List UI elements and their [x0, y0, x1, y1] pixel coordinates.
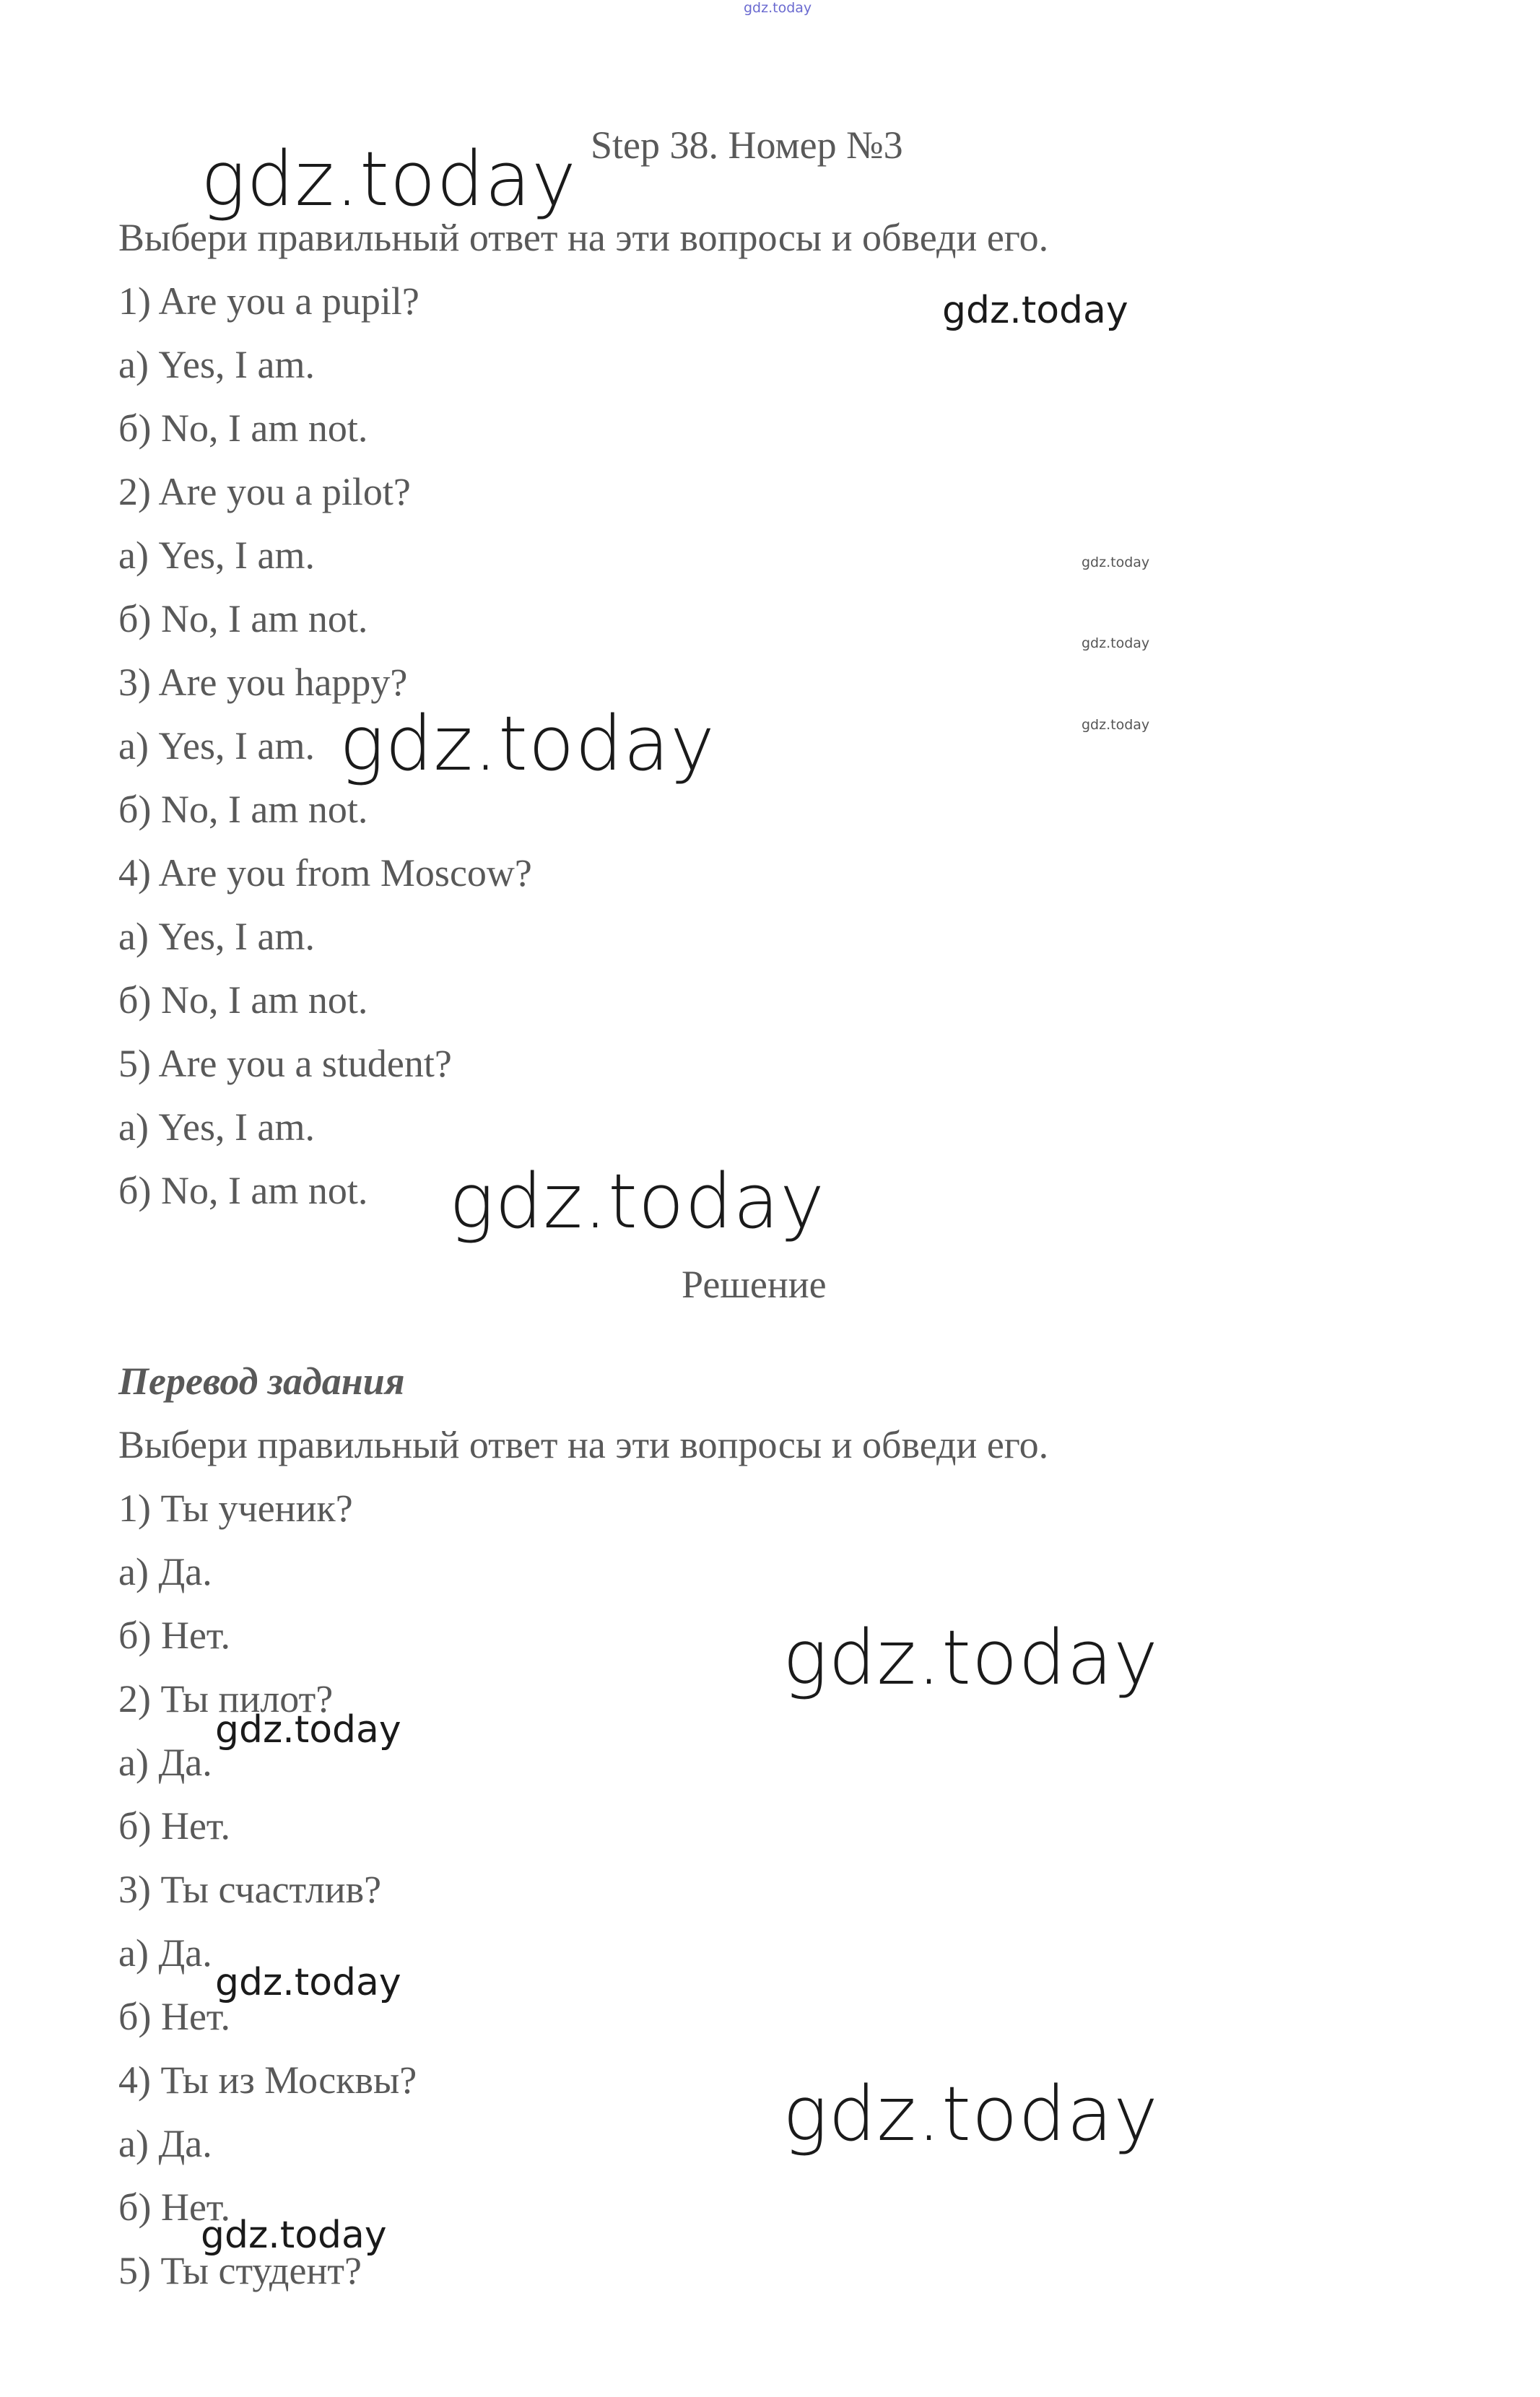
watermark: gdz.today — [783, 2070, 1159, 2158]
watermark: gdz.today — [1082, 554, 1150, 570]
list-item: а) Yes, I am. — [118, 724, 315, 767]
list-item: б) Нет. — [118, 1614, 230, 1657]
list-item: а) Yes, I am. — [118, 343, 315, 386]
translation-heading: Перевод задания — [118, 1360, 405, 1403]
watermark-top: gdz.today — [744, 0, 812, 16]
list-item: 5) Are you a student? — [118, 1042, 452, 1085]
watermark: gdz.today — [1082, 717, 1150, 733]
list-item: б) Нет. — [118, 1804, 230, 1848]
task-instruction: Выбери правильный ответ на эти вопросы и обведи его. — [118, 216, 1049, 259]
list-item: 2) Are you a pilot? — [118, 470, 411, 513]
list-item: а) Yes, I am. — [118, 915, 315, 958]
list-item: 4) Are you from Moscow? — [118, 851, 532, 895]
list-item: 3) Ты счастлив? — [118, 1868, 382, 1911]
list-item: б) No, I am not. — [118, 978, 368, 1022]
list-item: б) No, I am not. — [118, 1169, 368, 1212]
watermark: gdz.today — [1082, 635, 1150, 651]
list-item: а) Yes, I am. — [118, 534, 315, 577]
list-item: 3) Are you happy? — [118, 661, 408, 704]
watermark: gdz.today — [201, 135, 577, 223]
watermark: gdz.today — [201, 2214, 387, 2257]
list-item: б) No, I am not. — [118, 788, 368, 831]
list-item: 1) Are you a pupil? — [118, 279, 419, 323]
list-item: а) Да. — [118, 1741, 212, 1784]
list-item: а) Да. — [118, 1550, 212, 1593]
list-item: а) Да. — [118, 1931, 212, 1975]
list-item: а) Yes, I am. — [118, 1105, 315, 1149]
page-title: Step 38. Номер №3 — [591, 123, 903, 167]
list-item: б) Нет. — [118, 2185, 230, 2229]
list-item: 1) Ты ученик? — [118, 1487, 353, 1530]
list-item: б) No, I am not. — [118, 597, 368, 640]
list-item: б) Нет. — [118, 1995, 230, 2038]
list-item: а) Да. — [118, 2122, 212, 2165]
list-item: б) No, I am not. — [118, 406, 368, 450]
watermark: gdz.today — [449, 1157, 825, 1245]
list-item: 5) Ты студент? — [118, 2249, 362, 2292]
watermark: gdz.today — [942, 289, 1128, 332]
watermark: gdz.today — [215, 1961, 401, 2004]
list-item: 4) Ты из Москвы? — [118, 2058, 417, 2102]
translation-instruction: Выбери правильный ответ на эти вопросы и обведи его. — [118, 1423, 1049, 1466]
solution-heading: Решение — [682, 1263, 827, 1306]
watermark: gdz.today — [783, 1614, 1159, 1702]
watermark: gdz.today — [339, 700, 715, 788]
list-item: 2) Ты пилот? — [118, 1677, 334, 1720]
watermark: gdz.today — [215, 1708, 401, 1752]
